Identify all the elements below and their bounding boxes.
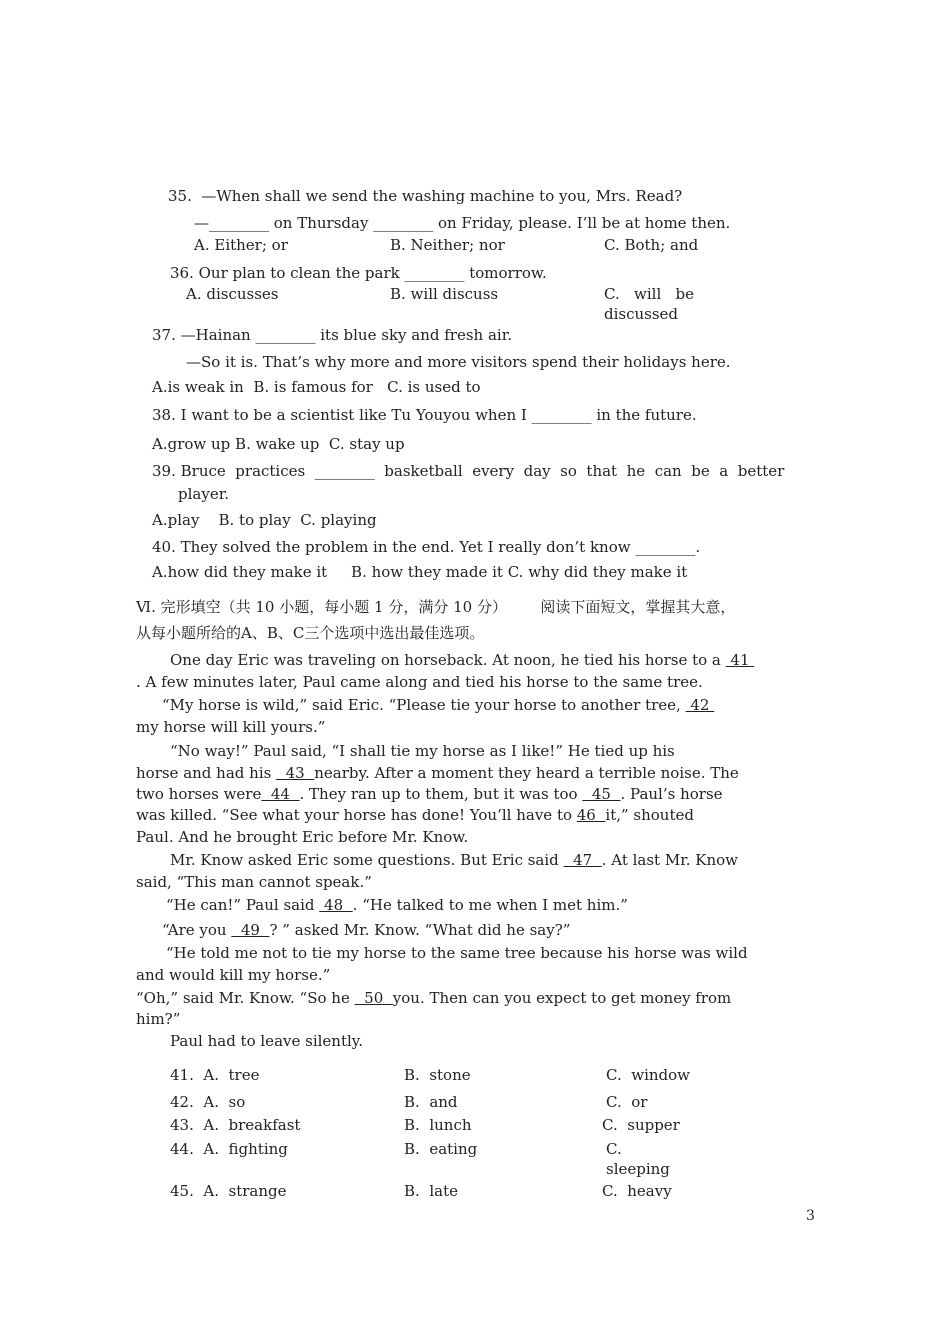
choice-44-a: 44. A. fighting (170, 1140, 288, 1158)
passage-line: Mr. Know asked Eric some questions. But Eric said 47 . At last Mr. Know (170, 851, 739, 869)
q39-stem-cont: player. (178, 485, 229, 503)
choice-42-a: 42. A. so (170, 1093, 246, 1111)
q35-option-a: A. Either; or (194, 236, 288, 254)
blank-41: 41 (725, 651, 755, 669)
page-number: 3 (806, 1208, 815, 1224)
choice-43-b: B. lunch (404, 1116, 472, 1134)
choice-45-c: C. heavy (602, 1182, 672, 1200)
q36-stem: 36. Our plan to clean the park ________ tomorrow. (170, 264, 547, 282)
choice-41-b: B. stone (404, 1066, 471, 1084)
passage-line: said, “This man cannot speak.” (136, 873, 372, 891)
passage-line: . A few minutes later, Paul came along and tied his horse to the same tree. (136, 673, 703, 691)
passage-line: horse and had his 43 nearby. After a moment they heard a terrible noise. The (136, 764, 739, 782)
passage-line: was killed. “See what your horse has done! You’ll have to 46 it,” shouted (136, 806, 694, 824)
choice-45-a: 45. A. strange (170, 1182, 287, 1200)
blank-43: 43 (276, 764, 315, 782)
choice-43-a: 43. A. breakfast (170, 1116, 301, 1134)
q40-stem: 40. They solved the problem in the end. Yet I really don’t know ________. (152, 538, 701, 556)
section-heading-cont: 从每小题所给的A、B、C三个选项中选出最佳选项。 (136, 624, 485, 642)
passage-line: “My horse is wild,” said Eric. “Please tie your horse to another tree, 42 (162, 696, 715, 714)
q36-option-a: A. discusses (186, 285, 279, 303)
q36-option-c-cont: discussed (604, 305, 679, 323)
passage-line: “Oh,” said Mr. Know. “So he 50 you. Then can you expect to get money from (136, 989, 732, 1007)
q39-stem: 39. Bruce practices ________ basketball every day so that he can be a better (152, 462, 785, 480)
passage-line: my horse will kill yours.” (136, 718, 326, 736)
q38-options: A.grow up B. wake up C. stay up (152, 435, 405, 453)
q37-reply: —So it is. That’s why more and more visitors spend their holidays here. (186, 353, 731, 371)
blank-42: 42 (685, 696, 715, 714)
q35-stem: 35. —When shall we send the washing machine to you, Mrs. Read? (168, 187, 683, 205)
choice-41-c: C. window (606, 1066, 691, 1084)
passage-line: “He can!” Paul said 48 . “He talked to me when I met him.” (166, 896, 628, 914)
blank-48: 48 (319, 896, 353, 914)
blank-49: 49 (231, 921, 270, 939)
choice-45-b: B. late (404, 1182, 458, 1200)
blank-47: 47 (563, 851, 602, 869)
choice-41-a: 41. A. tree (170, 1066, 260, 1084)
choice-43-c: C. supper (602, 1116, 680, 1134)
passage-line: “He told me not to tie my horse to the same tree because his horse was wild (166, 944, 748, 962)
blank-44: 44 (261, 785, 300, 803)
passage-line: Paul had to leave silently. (170, 1032, 364, 1050)
q38-stem: 38. I want to be a scientist like Tu Youyou when I ________ in the future. (152, 406, 697, 424)
q39-options: A.play B. to play C. playing (152, 511, 377, 529)
q36-option-b: B. will discuss (390, 285, 499, 303)
section-heading: Ⅵ. 完形填空（共 10 小题，每小题 1 分，满分 10 分） 阅读下面短文，掌握其大意， (136, 598, 736, 616)
passage-line: “No way!” Paul said, “I shall tie my horse as I like!” He tied up his (170, 742, 675, 760)
passage-line: One day Eric was traveling on horseback. At noon, he tied his horse to a 41 (170, 651, 755, 669)
choice-44-c-cont: sleeping (606, 1160, 670, 1178)
blank-46: 46 (576, 806, 606, 824)
passage-line: and would kill my horse.” (136, 966, 331, 984)
blank-45: 45 (582, 785, 621, 803)
choice-44-c: C. (606, 1140, 622, 1158)
q37-stem: 37. —Hainan ________ its blue sky and fresh air. (152, 326, 512, 344)
q35-option-b: B. Neither; nor (390, 236, 505, 254)
passage-line: two horses were 44 . They ran up to them, but it was too 45 . Paul’s horse (136, 785, 723, 803)
blank-50: 50 (354, 989, 393, 1007)
q35-option-c: C. Both; and (604, 236, 699, 254)
q36-option-c: C. will be (604, 285, 695, 303)
passage-line: him?” (136, 1010, 181, 1028)
q35-answer-line: —________ on Thursday ________ on Friday, please. I’ll be at home then. (194, 214, 731, 232)
passage-line: “Are you 49 ? ” asked Mr. Know. “What did he say?” (162, 921, 571, 939)
passage-line: Paul. And he brought Eric before Mr. Know. (136, 828, 469, 846)
q40-options: A.how did they make it B. how they made it C. why did they make it (152, 563, 688, 581)
choice-44-b: B. eating (404, 1140, 478, 1158)
choice-42-c: C. or (606, 1093, 648, 1111)
q37-options: A.is weak in B. is famous for C. is used to (152, 378, 481, 396)
choice-42-b: B. and (404, 1093, 458, 1111)
